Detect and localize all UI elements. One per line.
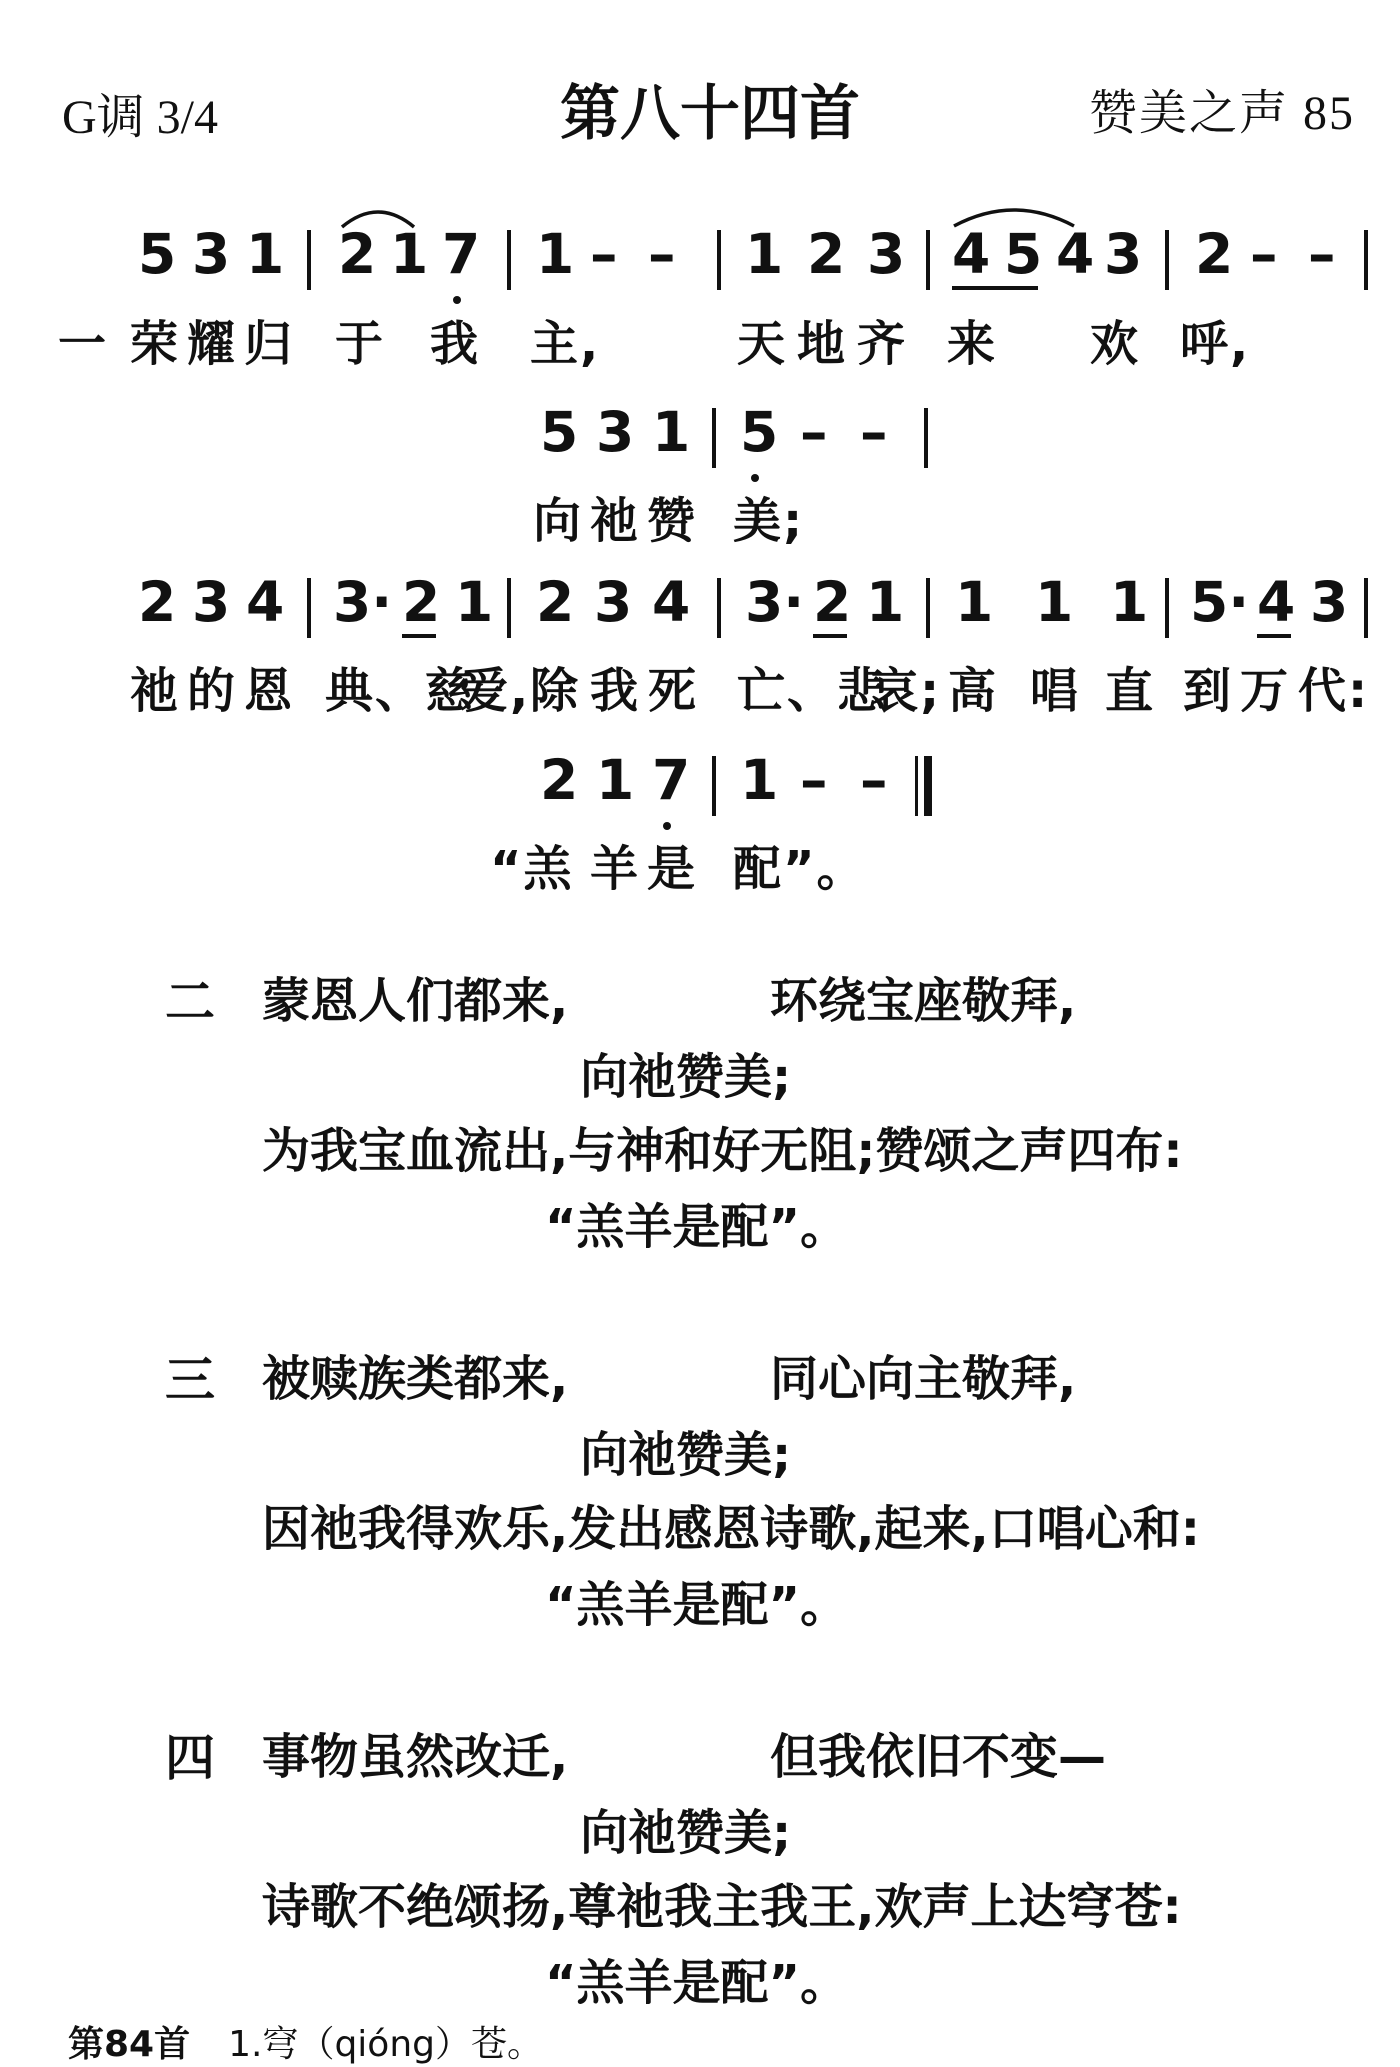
- lyric: “羔: [490, 841, 574, 897]
- note: 1: [246, 222, 285, 286]
- note: 4: [652, 570, 691, 634]
- verse-line: 向祂赞美;: [580, 1805, 792, 1861]
- bar-line: [924, 408, 928, 468]
- lyric: 呼,: [1180, 316, 1251, 372]
- lyric: 爱,: [460, 663, 531, 719]
- note: 1: [1110, 570, 1149, 634]
- lyric: 亡、悲: [737, 663, 888, 719]
- underline-beat: [952, 286, 1038, 290]
- note: 1: [390, 222, 429, 286]
- note: 3: [192, 570, 231, 634]
- bar-line: [1165, 578, 1169, 638]
- lyric: 死: [648, 663, 699, 719]
- slur-mark: [338, 203, 418, 231]
- note: 5: [540, 400, 579, 464]
- note: 3: [192, 222, 231, 286]
- key-signature: G调 3/4: [62, 91, 219, 144]
- verse-number: 二: [165, 973, 215, 1031]
- lyric: 祂: [590, 493, 641, 549]
- note: 1: [596, 748, 635, 812]
- verse-line: 蒙恩人们都来,: [262, 973, 569, 1029]
- slur-mark: [950, 200, 1078, 230]
- note: 5: [138, 222, 177, 286]
- note: 3·: [745, 570, 805, 634]
- note: 2: [813, 570, 852, 634]
- verse-line: “羔羊是配”。: [545, 1955, 849, 2011]
- verse-line: 事物虽然改迁,: [262, 1729, 569, 1785]
- note: 4: [246, 570, 285, 634]
- note: –: [860, 748, 888, 812]
- note: 1: [745, 222, 784, 286]
- lyric: 主,: [530, 316, 601, 372]
- lyric: 我: [590, 663, 641, 719]
- note: 1: [740, 748, 779, 812]
- verse-line: “羔羊是配”。: [545, 1577, 849, 1633]
- note: –: [860, 400, 888, 464]
- lyric: 欢: [1090, 316, 1141, 372]
- note: 1: [1035, 570, 1074, 634]
- note: 3: [1310, 570, 1349, 634]
- bar-line: [507, 578, 511, 638]
- note: 7: [652, 748, 691, 812]
- note: 2: [402, 570, 441, 634]
- note: 4: [952, 222, 991, 286]
- lyric: 归: [244, 316, 295, 372]
- bar-line: [1165, 230, 1169, 290]
- verse-line: 但我依旧不变—: [770, 1729, 1107, 1785]
- lyric: 荣: [130, 316, 181, 372]
- bar-line: [1364, 230, 1368, 290]
- lower-octave-dot: [453, 296, 461, 304]
- lyric: 高: [948, 663, 999, 719]
- note: 1: [955, 570, 994, 634]
- bar-line: [507, 230, 511, 290]
- verse-line: 同心向主敬拜,: [770, 1351, 1077, 1407]
- note: 2: [807, 222, 846, 286]
- lyric: 齐: [857, 316, 908, 372]
- note: –: [800, 748, 828, 812]
- verse-line: “羔羊是配”。: [545, 1199, 849, 1255]
- note: –: [1308, 222, 1336, 286]
- lyric: 羊: [590, 841, 641, 897]
- lyric: 是: [647, 841, 698, 897]
- bar-line: [717, 230, 721, 290]
- note: 5·: [1190, 570, 1250, 634]
- lyric: 哀;: [870, 663, 942, 719]
- footnote-label: 第84首: [68, 2024, 191, 2065]
- note: 2: [1195, 222, 1234, 286]
- note: 3·: [333, 570, 393, 634]
- verse-line: 向祂赞美;: [580, 1427, 792, 1483]
- bar-line: [717, 578, 721, 638]
- note: 2: [536, 570, 575, 634]
- note: 4: [1056, 222, 1095, 286]
- verse-number: 四: [165, 1729, 215, 1787]
- lyric: 祂: [130, 663, 181, 719]
- verse-line: 为我宝血流出,与神和好无阻;赞颂之声四布:: [262, 1123, 1183, 1179]
- lyric: 的: [187, 663, 238, 719]
- lyric: 美;: [733, 493, 805, 549]
- lower-octave-dot: [751, 474, 759, 482]
- lyric: 耀: [187, 316, 238, 372]
- lyric: 代:: [1298, 663, 1370, 719]
- note: 1: [455, 570, 494, 634]
- note: –: [1250, 222, 1278, 286]
- underline-beat: [813, 634, 847, 638]
- lyric: 地: [797, 316, 848, 372]
- note: –: [800, 400, 828, 464]
- final-bar-line-thick: [924, 756, 932, 816]
- verse-number: 三: [165, 1351, 215, 1409]
- lyric: 直: [1105, 663, 1156, 719]
- lyric: 配”。: [733, 841, 867, 897]
- lyric: 天: [737, 316, 788, 372]
- bar-line: [712, 408, 716, 468]
- note: 2: [540, 748, 579, 812]
- note: 1: [866, 570, 905, 634]
- note: –: [590, 222, 618, 286]
- lyric: 除: [530, 663, 581, 719]
- verse-line: 向祂赞美;: [580, 1049, 792, 1105]
- bar-line: [712, 756, 716, 816]
- note: 3: [867, 222, 906, 286]
- bar-line: [307, 578, 311, 638]
- lyric: 向: [533, 493, 584, 549]
- lyric: 赞: [647, 493, 698, 549]
- lyric: 来: [947, 316, 998, 372]
- note: 7: [442, 222, 481, 286]
- hymn-source: 赞美之声 85: [1088, 87, 1355, 140]
- note: 2: [338, 222, 377, 286]
- bar-line: [926, 578, 930, 638]
- note: –: [648, 222, 676, 286]
- note: 2: [138, 570, 177, 634]
- verse-line: 环绕宝座敬拜,: [770, 973, 1077, 1029]
- verse-line: 被赎族类都来,: [262, 1351, 569, 1407]
- lyric: 我: [430, 316, 481, 372]
- note: 5: [1004, 222, 1043, 286]
- note: 5: [740, 400, 779, 464]
- note: 3: [1104, 222, 1143, 286]
- lyric: 万: [1240, 663, 1291, 719]
- verse-number: 一: [58, 316, 109, 372]
- note: 4: [1257, 570, 1296, 634]
- footnote: [68, 2016, 543, 2067]
- final-bar-line-thin: [915, 756, 918, 816]
- lyric: 于: [335, 316, 386, 372]
- lyric: 到: [1183, 663, 1234, 719]
- underline-beat: [1257, 634, 1291, 638]
- hymn-title: 第八十四首: [560, 79, 860, 149]
- footnote-text: 1.穹（qióng）苍。: [228, 2024, 544, 2065]
- bar-line: [307, 230, 311, 290]
- note: 3: [594, 570, 633, 634]
- lower-octave-dot: [663, 822, 671, 830]
- verse-line: 诗歌不绝颂扬,尊祂我主我王,欢声上达穹苍:: [262, 1879, 1182, 1935]
- bar-line: [1364, 578, 1368, 638]
- note: 1: [652, 400, 691, 464]
- lyric: 恩: [244, 663, 295, 719]
- verse-line: 因祂我得欢乐,发出感恩诗歌,起来,口唱心和:: [262, 1501, 1200, 1557]
- note: 1: [536, 222, 575, 286]
- note: 3: [596, 400, 635, 464]
- bar-line: [926, 230, 930, 290]
- lyric: 唱: [1030, 663, 1081, 719]
- lyric: 典、慈: [325, 663, 476, 719]
- underline-beat: [402, 634, 436, 638]
